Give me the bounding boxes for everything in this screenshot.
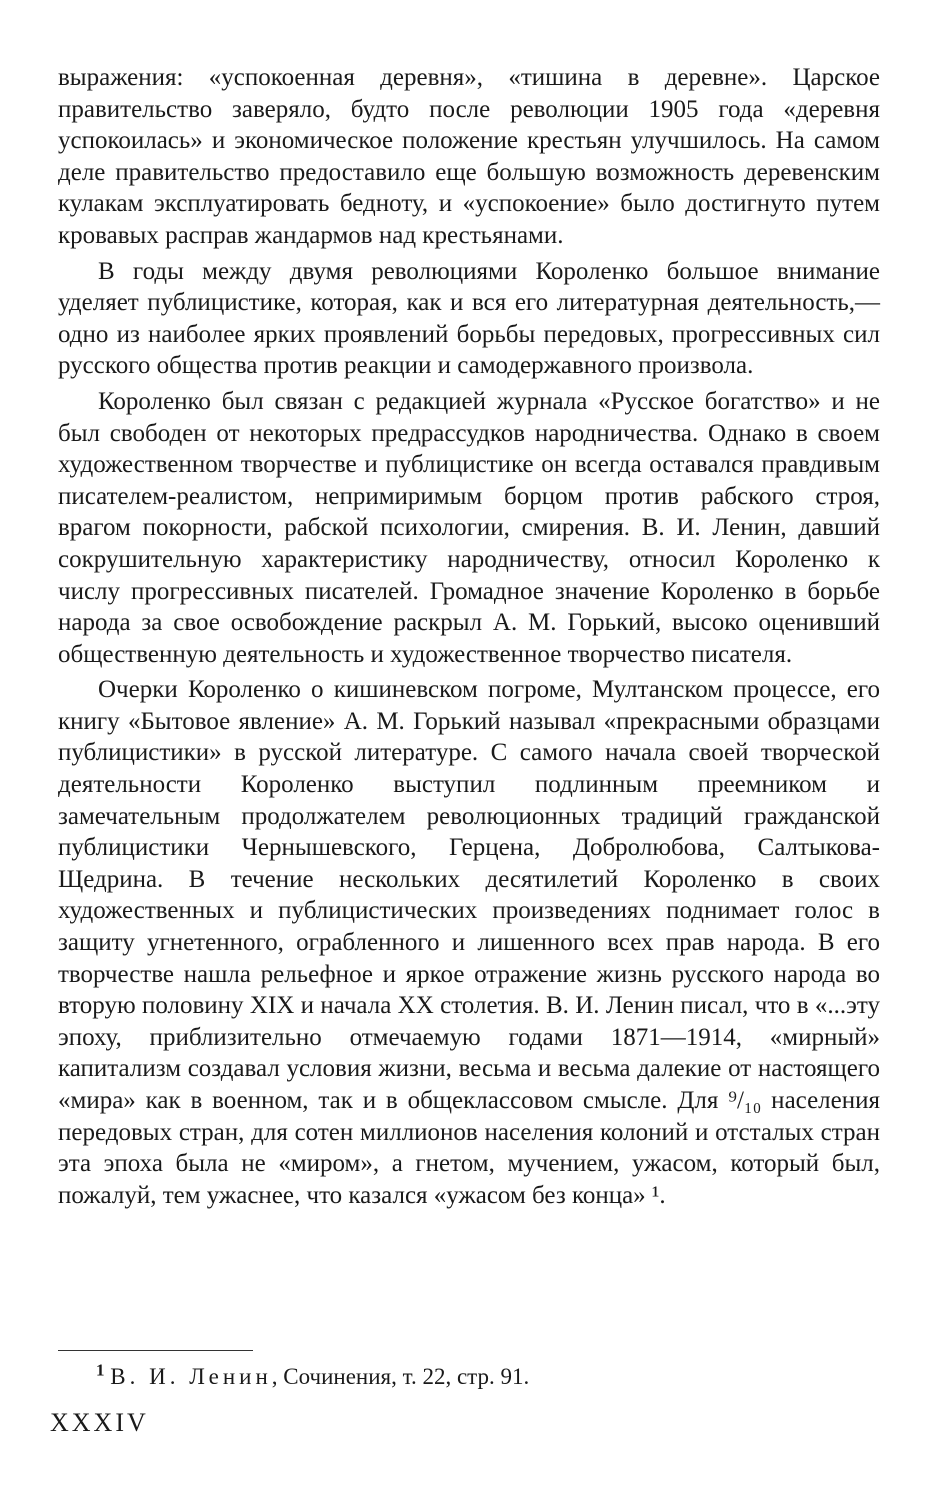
footnote-text: , Сочинения, т. 22, стр. 91. xyxy=(271,1364,530,1389)
paragraph-1: выражения: «успокоенная деревня», «тишина в деревне». Царское правительство заверяло, будто после революции 1905 года «деревня успокоилась» и экономическое положение крестьян улучшилось. На самом деле правительство предоставило еще большую возможность деревенским кулакам эксплуатировать бедноту, и «успокоение» было достигнуто путем кровавых расправ жандармов над крестьянами. xyxy=(58,64,880,249)
footnote-author: В. И. Ленин xyxy=(110,1364,272,1389)
footnote-divider xyxy=(58,1350,253,1351)
footnote xyxy=(96,1362,529,1392)
paragraph-4: Очерки Короленко о кишиневском погроме, Мултанском процессе, его книгу «Бытовое явление» А. М. Горький называл «прекрасными образцами публицистики» в русской литературе. С самого начала своей творческой деятельности Короленко выступил подлинным преемником и замечательным продолжателем революционных традиций гражданской публицистики Чернышевского, Герцена, Добролюбова, Салтыкова-Щедрина. В течение нескольких десятилетий Короленко в своих художественных и публицистических произведениях поднимает голос в защиту угнетенного, ограбленного и лишенного всех прав народа. В его творчестве нашла рельефное и яркое отражение жизнь русского народа во вторую половину XIX и начала XX столетия. В. И. Ленин писал, что в «...эту эпоху, приблизительно отмечаемую годами 1871—1914, «мирный» капитализм создавал условия жизни, весьма и весьма далекие от настоящего «мира» как в военном, так и в общеклассовом смысле. Для ⁹/₁₀ населения передовых стран, для сотен миллионов населения колоний и отсталых стран эта эпоха была не «миром», а гнетом, мучением, ужасом, который был, пожалуй, тем ужаснее, что казался «ужасом без конца» ¹. xyxy=(58,676,880,1209)
page-number: XXXIV xyxy=(50,1408,149,1437)
page-body xyxy=(58,62,880,1211)
paragraph-3: Короленко был связан с редакцией журнала «Русское богатство» и не был свободен от некоторых предрассудков народничества. Однако в своем художественном творчестве и публицистике он всегда оставался правдивым писателем-реалистом, непримиримым борцом против рабского строя, врагом покорности, рабской психологии, смирения. В. И. Ленин, давший сокрушительную характеристику народничеству, относил Короленко к числу прогрессивных писателей. Громадное значение Короленко в борьбе народа за свое освобождение раскрыл А. М. Горький, высоко оценивший общественную деятельность и художественное творчество писателя. xyxy=(58,387,880,668)
paragraph-2: В годы между двумя революциями Короленко большое внимание уделяет публицистике, которая, как и вся его литературная деятельность,— одно из наиболее ярких проявлений борьбы передовых, прогрессивных сил русского общества против реакции и самодержавного произвола. xyxy=(58,257,880,380)
footnote-marker: 1 xyxy=(96,1360,105,1380)
